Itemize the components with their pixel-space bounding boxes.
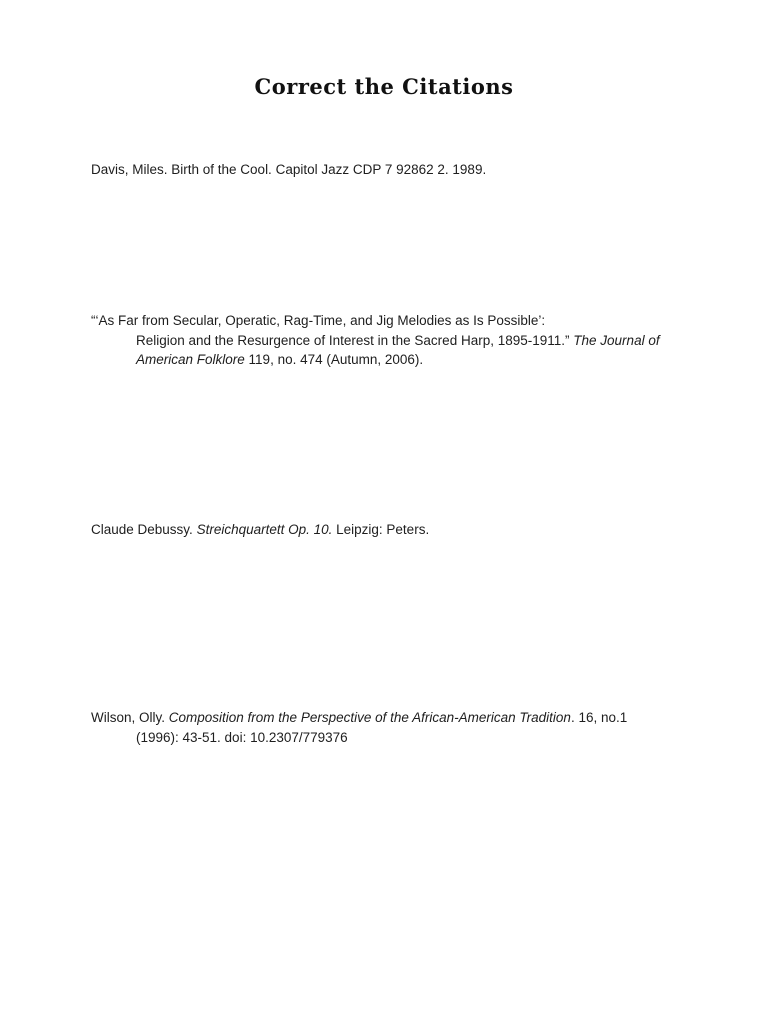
citation-publisher: Leipzig: Peters.	[332, 522, 430, 537]
citation-line-3-plain: 119, no. 474 (Autumn, 2006).	[244, 352, 424, 367]
citation-line-2: (1996): 43-51. doi: 10.2307/779376	[136, 729, 348, 745]
citation-indented-lines	[91, 331, 681, 370]
citation-author: Wilson, Olly.	[91, 710, 169, 725]
citation-journal-title-part-2: American Folklore	[136, 352, 245, 367]
page-title: Correct the Citations	[254, 74, 514, 99]
citation-text: Davis, Miles. Birth of the Cool. Capitol Jazz CDP 7 92862 2. 1989.	[91, 162, 487, 177]
citation-davis	[91, 160, 681, 180]
citation-author: Claude Debussy.	[91, 522, 197, 537]
citation-wilson	[91, 708, 681, 747]
citation-work-title: Composition from the Perspective of the African-American Tradition	[168, 710, 571, 725]
citation-journal-title-part-1: The Journal of	[573, 332, 660, 348]
citation-volume: . 16, no.1	[570, 710, 628, 725]
citation-line-1: “‘As Far from Secular, Operatic, Rag-Time, and Jig Melodies as Is Possible’:	[91, 313, 546, 328]
citation-sacred-harp	[91, 311, 681, 370]
citation-work-title: Streichquartett Op. 10.	[196, 522, 333, 537]
citation-debussy	[91, 520, 681, 540]
citation-line-2-plain: Religion and the Resurgence of Interest in the Sacred Harp, 1895-1911.”	[136, 332, 574, 348]
